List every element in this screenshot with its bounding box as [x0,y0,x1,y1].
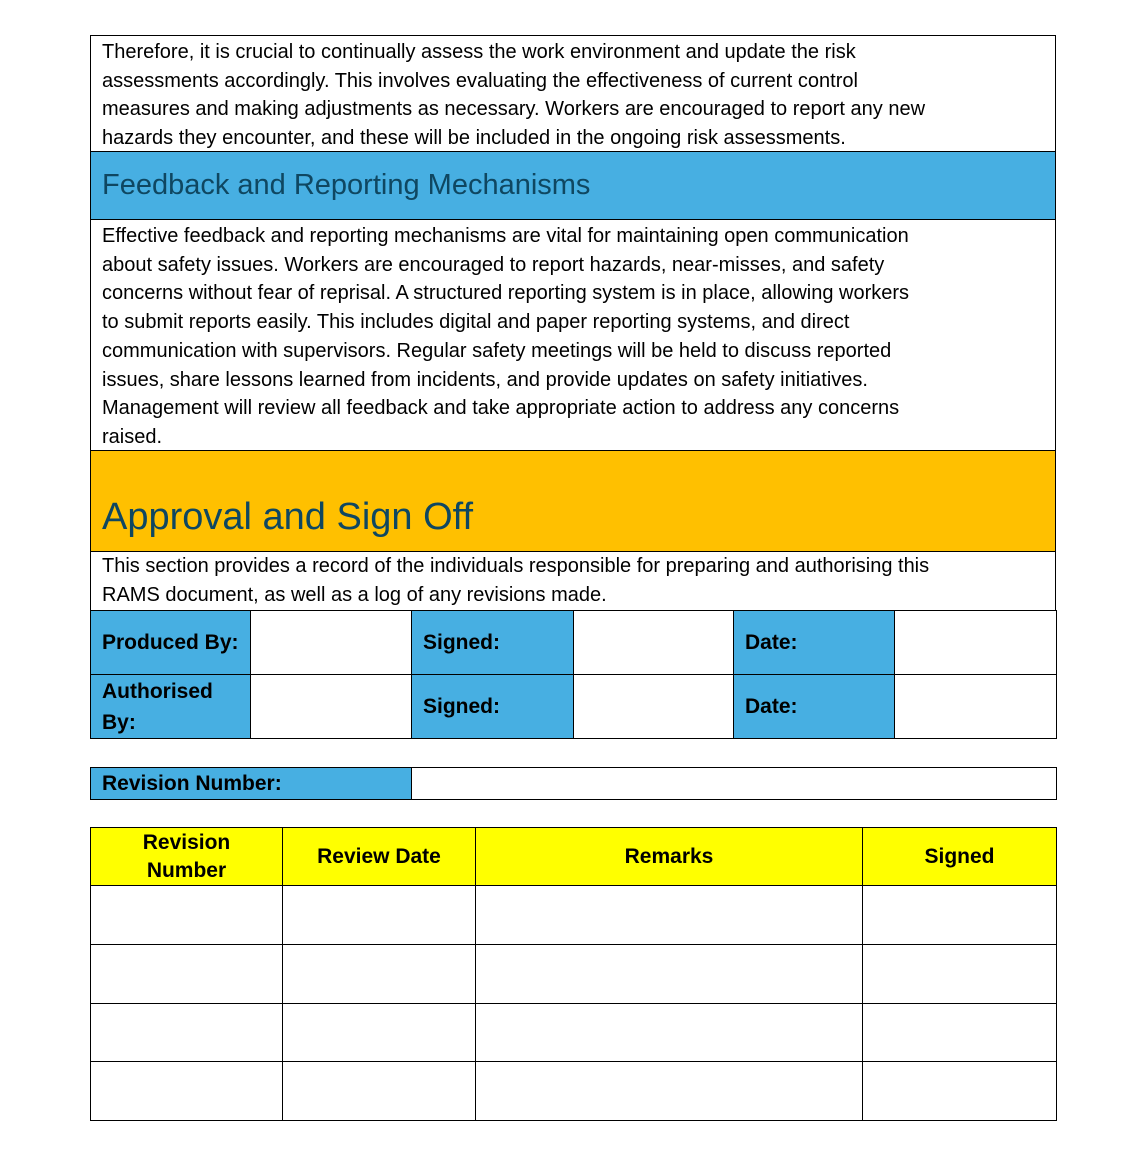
cell[interactable] [283,886,476,945]
text-line: This section provides a record of the individuals responsible for preparing and authorising this [102,555,930,577]
cell[interactable] [91,945,283,1004]
cell[interactable] [863,945,1057,1004]
authorised-by-field[interactable] [251,675,412,739]
text-line: about safety issues. Workers are encouraged to report hazards, near-misses, and safety [102,253,885,276]
approval-heading: Approval and Sign Off [90,450,1056,552]
cell[interactable] [283,1004,476,1062]
signed-label: Signed: [412,675,574,739]
signed-label: Signed: [412,611,574,675]
cell[interactable] [283,945,476,1004]
cell[interactable] [863,1004,1057,1062]
text-line: issues, share lessons learned from incidents, and provide updates on safety initiatives. [102,368,868,391]
cell[interactable] [863,886,1057,945]
approval-paragraph [90,551,1056,611]
text-line: assessments accordingly. This involves evaluating the effectiveness of current control [102,69,858,92]
text-line: Management will review all feedback and take appropriate action to address any concerns [102,397,900,420]
revision-number-label: Revision Number: [91,768,412,800]
col-review-date: Review Date [283,828,476,886]
text-line: concerns without fear of reprisal. A structured reporting system is in place, allowing workers [102,282,910,305]
produced-by-label: Produced By: [91,611,251,675]
text-line: measures and making adjustments as necessary. Workers are encouraged to report any new [102,98,926,121]
produced-date-field[interactable] [895,611,1057,675]
text-line: RAMS document, as well as a log of any revisions made. [102,583,607,606]
cell[interactable] [91,1062,283,1121]
feedback-heading: Feedback and Reporting Mechanisms [90,151,1056,220]
signoff-table [90,610,1057,739]
date-label: Date: [734,675,895,739]
cell[interactable] [91,1004,283,1062]
table-row [91,1004,1057,1062]
feedback-paragraph [90,219,1056,451]
intro-paragraph [90,35,1056,152]
cell[interactable] [476,886,863,945]
text-line: raised. [102,425,163,448]
header-row [91,828,1057,886]
authorised-by-label: Authorised By: [91,675,251,739]
produced-by-field[interactable] [251,611,412,675]
cell[interactable] [863,1062,1057,1121]
text-line: Therefore, it is crucial to continually assess the work environment and update the risk [102,41,856,63]
revision-number-field[interactable] [412,768,1057,800]
col-signed: Signed [863,828,1057,886]
table-row [91,886,1057,945]
text-line: Effective feedback and reporting mechanisms are vital for maintaining open communication [102,225,909,247]
cell[interactable] [476,1004,863,1062]
cell[interactable] [91,886,283,945]
cell[interactable] [476,945,863,1004]
col-remarks: Remarks [476,828,863,886]
table-row [91,1062,1057,1121]
text-line: communication with supervisors. Regular safety meetings will be held to discuss reported [102,339,892,362]
revision-log-table [90,827,1057,1121]
authorised-signed-field[interactable] [574,675,734,739]
produced-row [91,611,1057,675]
produced-signed-field[interactable] [574,611,734,675]
cell[interactable] [283,1062,476,1121]
table-row [91,945,1057,1004]
authorised-row [91,675,1057,739]
col-revision-number: Revision Number [91,828,283,886]
text-line: to submit reports easily. This includes digital and paper reporting systems, and direct [102,311,850,334]
date-label: Date: [734,611,895,675]
text-line: hazards they encounter, and these will be included in the ongoing risk assessments. [102,127,846,150]
authorised-date-field[interactable] [895,675,1057,739]
cell[interactable] [476,1062,863,1121]
revision-number-table [90,767,1057,800]
